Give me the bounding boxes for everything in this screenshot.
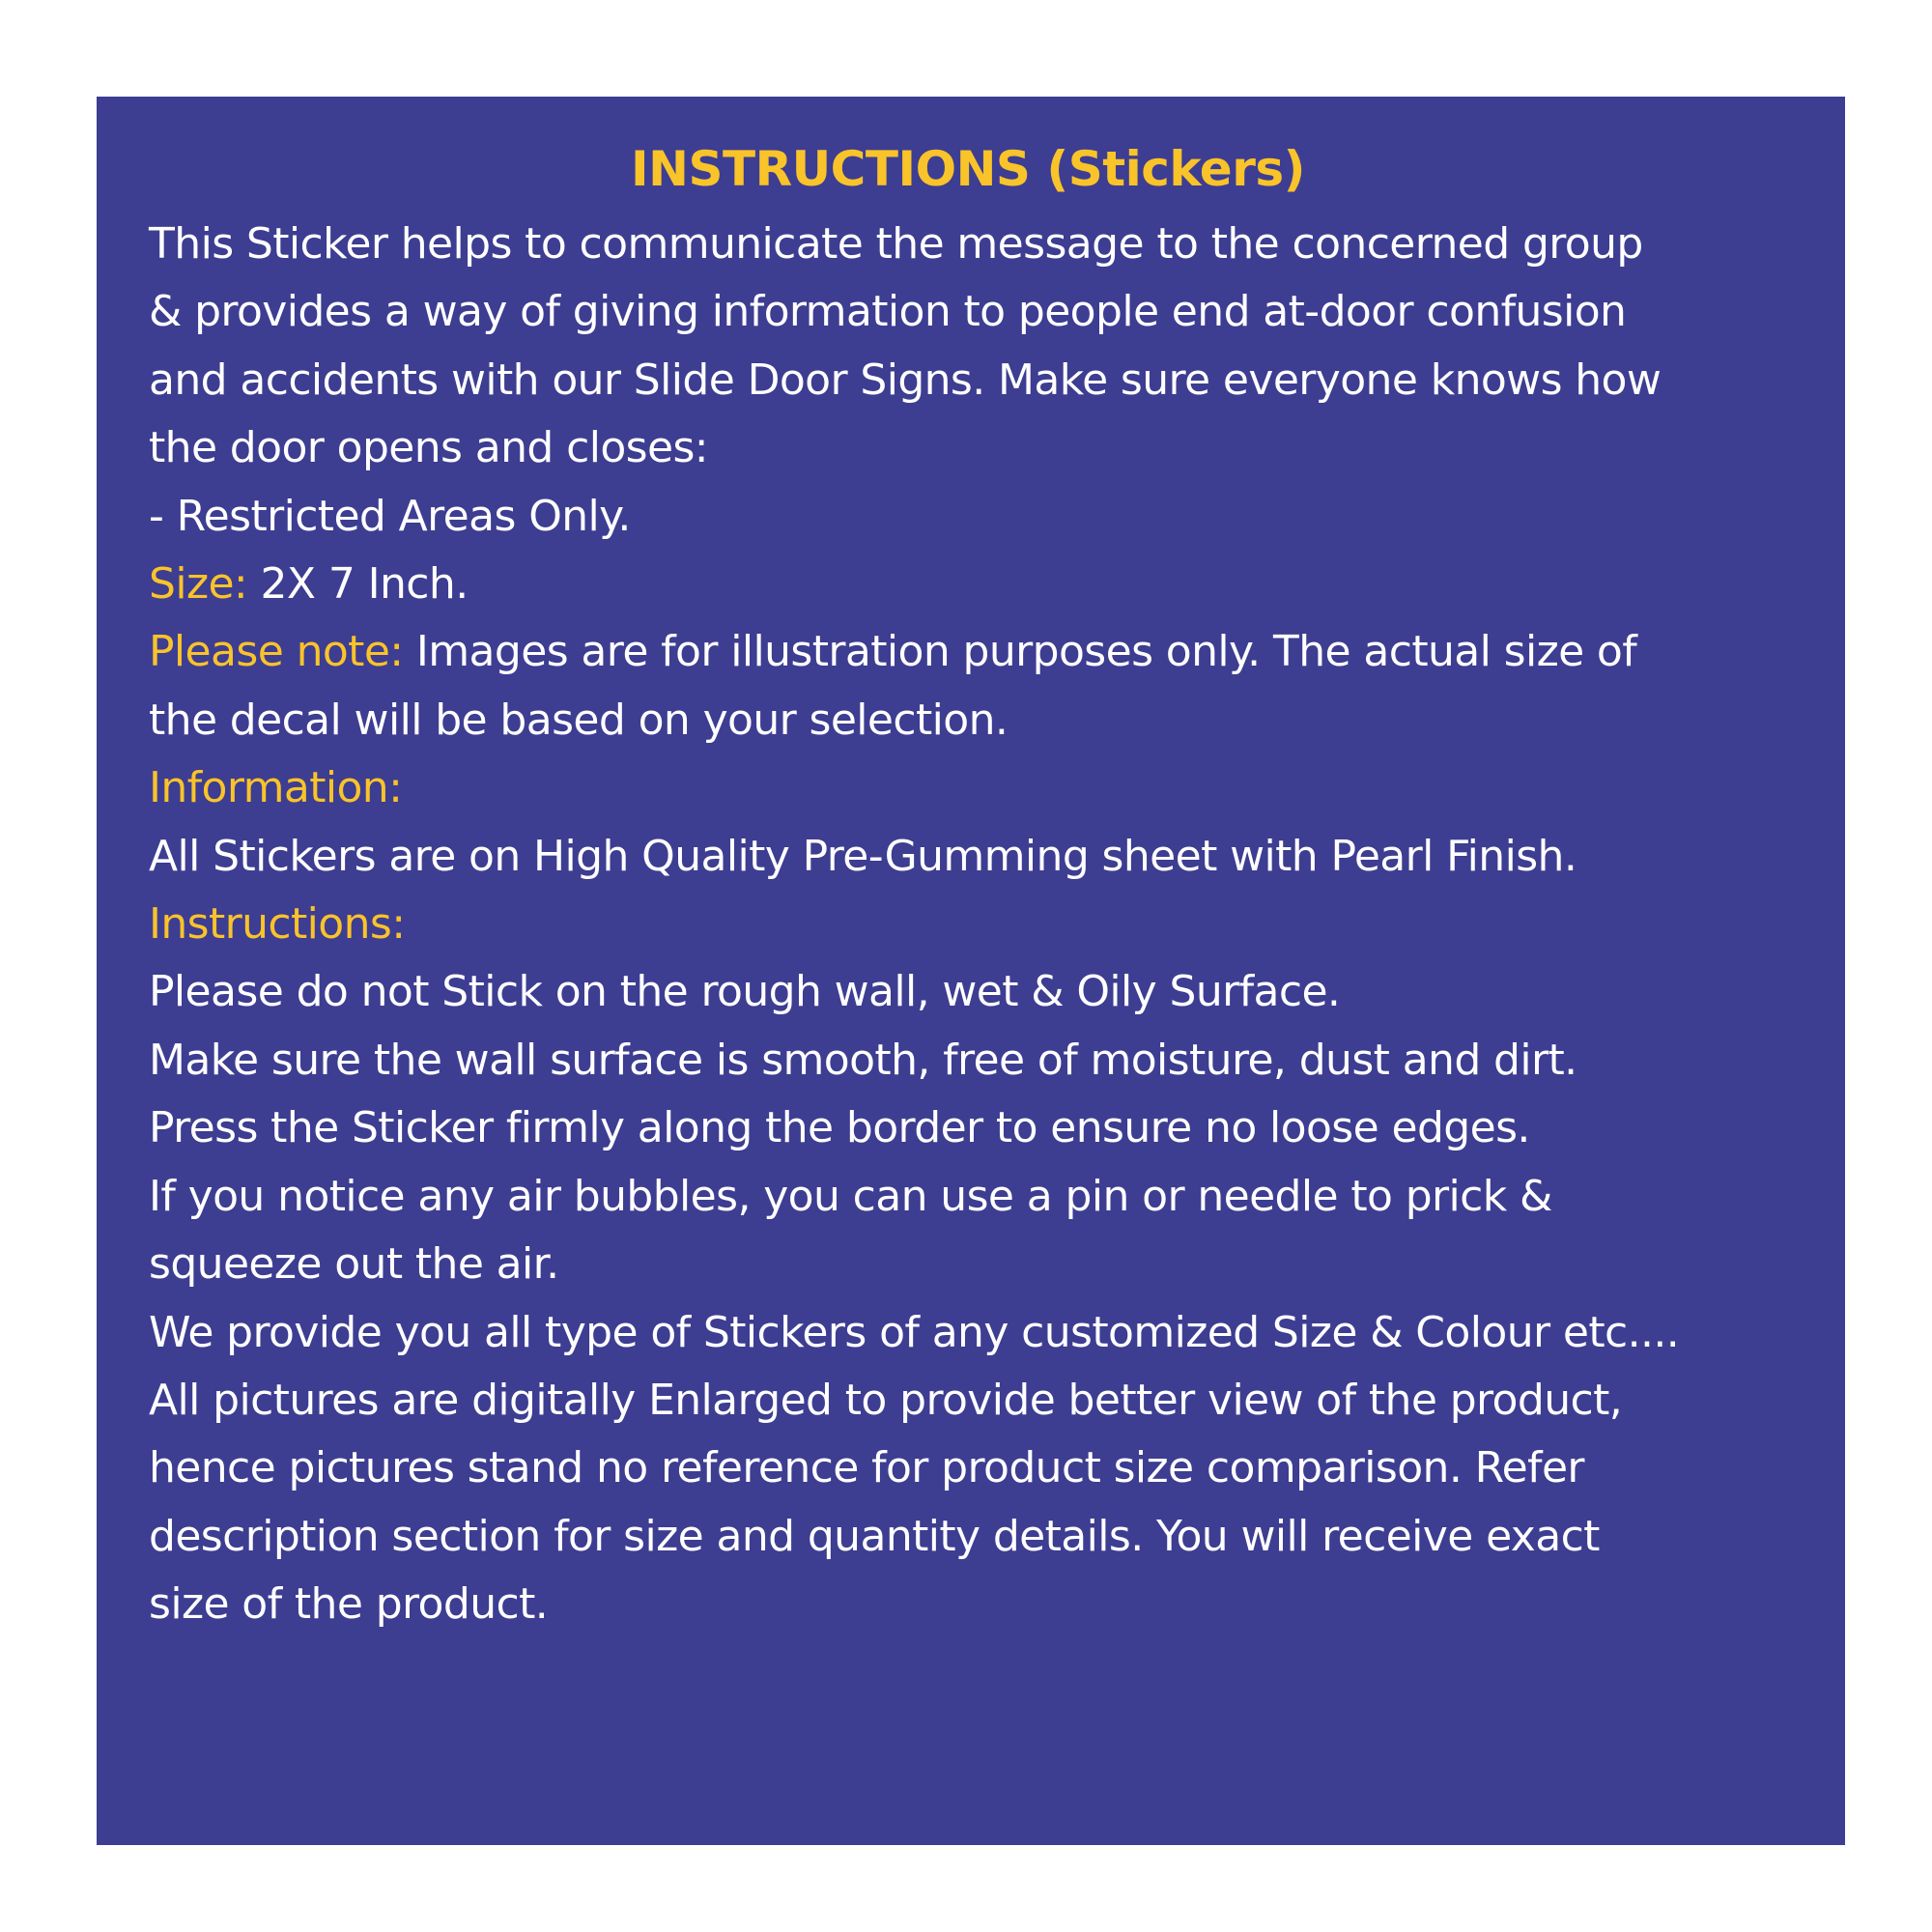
page-title: INSTRUCTIONS (Stickers) (631, 141, 1305, 197)
instruction-line: All pictures are digitally Enlarged to provide better view of the product, (149, 1375, 1623, 1425)
information-label: Information: (149, 763, 403, 813)
instruction-line: If you notice any air bubbles, you can use a pin or needle to prick & (149, 1171, 1552, 1221)
instructions-body (149, 211, 1787, 1639)
instruction-line: Press the Sticker firmly along the border to ensure no loose edges. (149, 1103, 1530, 1153)
instruction-line: Please do not Stick on the rough wall, wet & Oily Surface. (149, 967, 1341, 1017)
intro-line: This Sticker helps to communicate the message to the concerned group (149, 219, 1643, 269)
size-value: 2X 7 Inch. (247, 559, 469, 610)
instruction-line: description section for size and quantity details. You will receive exact (149, 1511, 1600, 1561)
intro-line: - Restricted Areas Only. (149, 491, 631, 541)
instruction-line: We provide you all type of Stickers of any customized Size & Colour etc.... (149, 1307, 1680, 1357)
instruction-line: hence pictures stand no reference for product size comparison. Refer (149, 1443, 1584, 1493)
size-label: Size: (149, 559, 248, 610)
intro-line: & provides a way of giving information to people end at-door confusion (149, 287, 1627, 337)
note-label: Please note: (149, 627, 404, 677)
size-line (149, 551, 1787, 618)
instruction-line: size of the product. (149, 1579, 549, 1630)
note-line-continued: the decal will be based on your selection. (149, 695, 1009, 745)
intro-line: the door opens and closes: (149, 423, 709, 473)
information-text: All Stickers are on High Quality Pre-Gumming sheet with Pearl Finish. (149, 831, 1577, 881)
note-line (149, 618, 1787, 686)
intro-line: and accidents with our Slide Door Signs. Make sure everyone knows how (149, 355, 1662, 405)
note-text: Images are for illustration purposes only. The actual size of (403, 627, 1637, 677)
instruction-line: squeeze out the air. (149, 1239, 559, 1290)
instructions-label: Instructions: (149, 899, 406, 950)
instructions-panel (97, 97, 1845, 1845)
instruction-line: Make sure the wall surface is smooth, free of moisture, dust and dirt. (149, 1035, 1577, 1085)
